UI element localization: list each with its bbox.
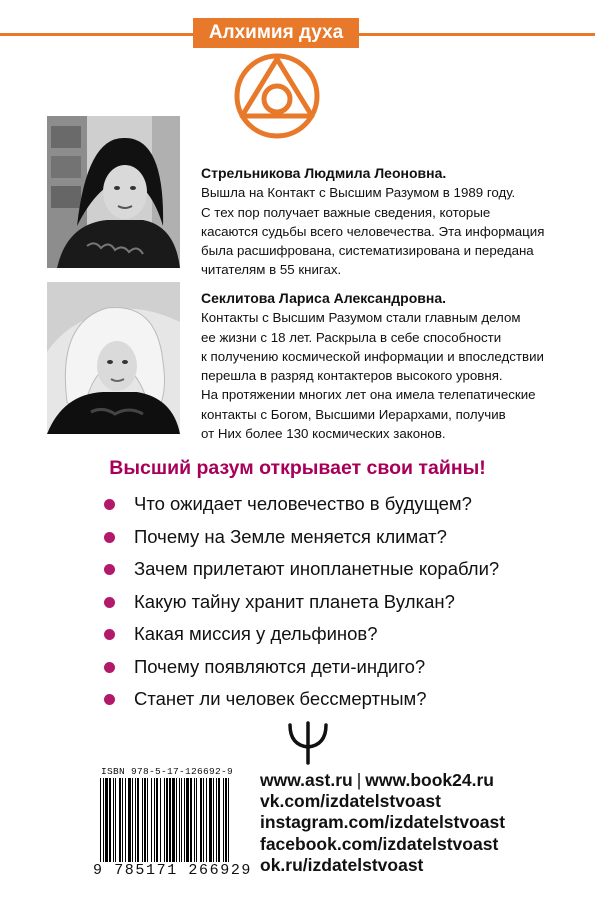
list-item: Почему появляются дети-индиго? — [104, 651, 499, 684]
list-item: Станет ли человек бессмертным? — [104, 683, 499, 716]
header-rule-left — [0, 33, 193, 36]
site-link-book24[interactable]: www.book24.ru — [365, 770, 494, 790]
barcode-icon — [98, 778, 233, 874]
bio-line: касаются судьбы всего человечества. Эта информация — [201, 223, 545, 239]
author-bio-seklitova — [201, 289, 544, 443]
website-row — [260, 770, 505, 791]
bio-line: С тех пор получает важные сведения, которые — [201, 204, 491, 220]
publisher-links — [260, 770, 505, 876]
bio-line: Контакты с Высшим Разумом стали главным делом — [201, 310, 521, 326]
bio-line: читателям в 55 книгах. — [201, 262, 342, 278]
isbn-number: ISBN 978-5-17-126692-9 — [101, 766, 234, 777]
bio-line: ее жизни с 18 лет. Раскрыла в себе способности — [201, 329, 502, 345]
bio-line: Вышла на Контакт с Высшим Разумом в 1989 году. — [201, 185, 516, 201]
header-rule-right — [359, 33, 595, 36]
barcode-digits: 9 785171 266929 — [93, 862, 253, 879]
bio-line: от Них более 130 космических законов. — [201, 426, 446, 442]
author-photo-seklitova — [47, 282, 180, 434]
list-item: Почему на Земле меняется климат? — [104, 521, 499, 554]
bio-line: была расшифрована, систематизирована и передана — [201, 243, 534, 259]
bio-line: контакты с Богом, Высшими Иерархами, получив — [201, 406, 506, 422]
bio-line: перешла в разряд контактеров высокого уровня. — [201, 368, 503, 384]
bullet-icon — [104, 629, 115, 640]
list-item: Какая миссия у дельфинов? — [104, 618, 499, 651]
list-item: Какую тайну хранит планета Вулкан? — [104, 586, 499, 619]
psi-logo-icon — [287, 721, 329, 765]
facebook-link[interactable]: facebook.com/izdatelstvoast — [260, 833, 499, 854]
author-name: Секлитова Лариса Александровна. — [201, 290, 446, 306]
link-separator: | — [356, 770, 362, 790]
headline: Высший разум открывает свои тайны! — [109, 457, 486, 479]
bio-line: На протяжении многих лет она имела телепатические — [201, 387, 536, 403]
bullet-icon — [104, 694, 115, 705]
bullet-icon — [104, 597, 115, 608]
ok-link[interactable]: ok.ru/izdatelstvoast — [260, 854, 424, 875]
bullet-icon — [104, 662, 115, 673]
instagram-link[interactable]: instagram.com/izdatelstvoast — [260, 812, 506, 833]
question-list — [104, 488, 499, 716]
list-item: Что ожидает человечество в будущем? — [104, 488, 499, 521]
author-bio-strelnikova — [201, 164, 544, 280]
site-link-ast[interactable]: www.ast.ru — [260, 770, 353, 790]
author-photo-strelnikova — [47, 116, 180, 268]
bullet-icon — [104, 564, 115, 575]
series-title: Алхимия духа — [193, 18, 359, 48]
vk-link[interactable]: vk.com/izdatelstvoast — [260, 791, 441, 812]
author-name: Стрельникова Людмила Леоновна. — [201, 165, 447, 181]
bullet-icon — [104, 499, 115, 510]
bio-line: к получению космической информации и впоследствии — [201, 348, 544, 364]
bullet-icon — [104, 532, 115, 543]
alchemy-emblem-icon — [232, 50, 322, 140]
list-item: Зачем прилетают инопланетные корабли? — [104, 553, 499, 586]
